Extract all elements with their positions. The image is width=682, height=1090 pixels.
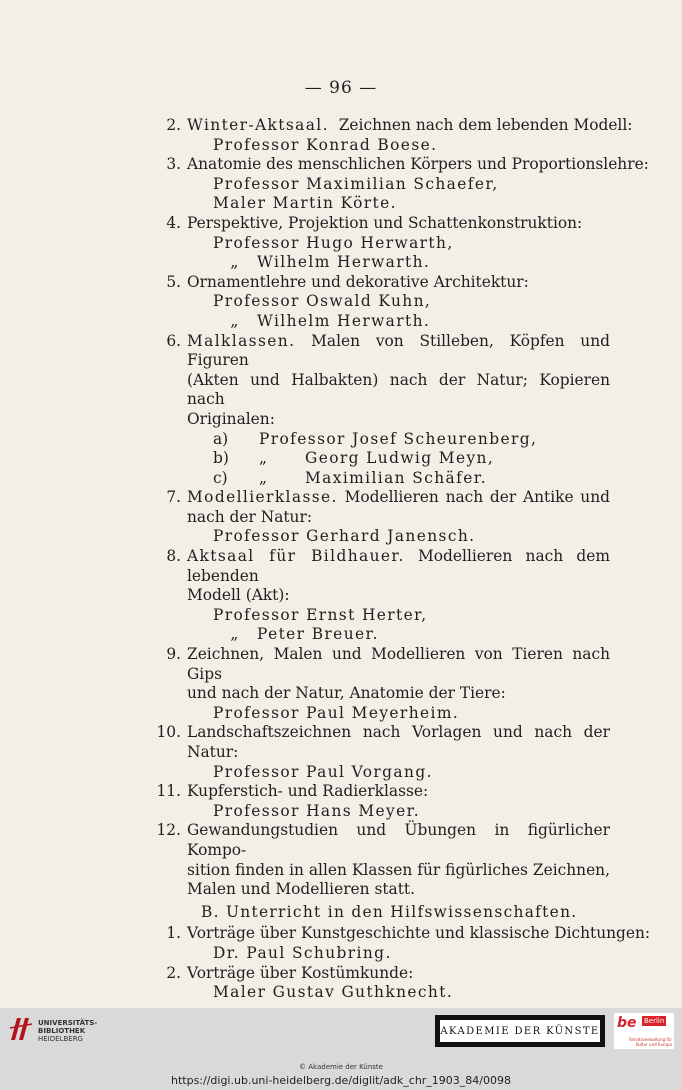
item-number: 5. (166, 272, 181, 291)
ditto-mark: „ (230, 625, 240, 644)
item-text: Malen von Stilleben, Köpfen und Figuren (187, 331, 610, 370)
list-item (156, 821, 610, 899)
ditto-mark: „ (259, 468, 267, 487)
list-item (166, 213, 610, 273)
page-number: — 96 — (304, 78, 378, 98)
staff-name: Professor Konrad Boese. (213, 135, 438, 154)
sub-label: b) (213, 449, 229, 468)
item-text: Malen und Modellieren statt. (187, 880, 415, 899)
list-item (156, 723, 610, 782)
berlin-be-mark: be (617, 1015, 637, 1031)
item-number: 3. (166, 155, 181, 174)
list-item (166, 155, 649, 214)
class-title: Winter-Aktsaal. (187, 116, 329, 134)
staff-name: Maler Gustav Guthknecht. (213, 983, 454, 1002)
staff-name: Professor Josef Scheurenberg, (259, 429, 538, 448)
item-number: 1. (166, 924, 181, 943)
item-number: 2. (166, 963, 181, 982)
list-item (166, 116, 633, 155)
source-url-link[interactable]: https://digi.ub.uni-heidelberg.de/diglit/adk_chr_1903_84/0098 (170, 1074, 512, 1087)
item-text: Gewandungstudien und Übungen in figürlicher Kompo- (187, 821, 610, 859)
staff-name: Professor Oswald Kuhn, (213, 292, 432, 311)
class-title: Malklassen. (187, 331, 296, 350)
item-number: 9. (166, 645, 181, 664)
item-number: 2. (166, 116, 181, 134)
item-text: Vorträge über Kunstgeschichte und klassische Dichtungen: (187, 924, 651, 943)
item-text: (Akten und Halbakten) nach der Natur; Kopieren nach (187, 370, 610, 409)
item-text: Modell (Akt): (187, 586, 290, 605)
berlin-logo[interactable] (614, 1013, 674, 1049)
sub-label: c) (213, 468, 228, 487)
staff-name: Wilhelm Herwarth. (257, 311, 431, 330)
staff-name: Georg Ludwig Meyn, (305, 449, 495, 468)
list-item (166, 924, 651, 963)
item-text: Originalen: (187, 409, 275, 428)
item-text: Anatomie des menschlichen Körpers und Proportionslehre: (187, 155, 649, 174)
item-text: Vorträge über Kostümkunde: (187, 963, 414, 982)
ditto-mark: „ (230, 253, 240, 272)
list-item (156, 782, 610, 821)
item-text: sition finden in allen Klassen für figürliches Zeichnen, (187, 860, 610, 879)
staff-name: Professor Hans Meyer. (213, 801, 421, 820)
ditto-mark: „ (230, 311, 240, 330)
staff-name: Professor Hugo Herwarth, (213, 233, 454, 252)
item-text: Landschaftszeichnen nach Vorlagen und nach der Natur: (187, 723, 610, 761)
list-item (166, 963, 610, 1003)
list-item (166, 331, 610, 489)
item-text: Modellieren nach der Antike und (344, 488, 610, 507)
berlin-tag: Berlin (644, 1017, 665, 1025)
staff-name: Professor Paul Meyerheim. (213, 703, 460, 722)
list-item (166, 547, 610, 645)
staff-name: Professor Gerhard Janensch. (213, 527, 476, 546)
item-number: 12. (156, 821, 181, 840)
item-text: Modellieren nach dem lebenden (187, 547, 610, 585)
sub-label: a) (213, 429, 229, 448)
staff-name: Wilhelm Herwarth. (257, 253, 431, 272)
copyright-notice: © Akademie der Künste (299, 1063, 383, 1071)
item-text: und nach der Natur, Anatomie der Tiere: (187, 684, 506, 703)
item-text: nach der Natur: (187, 507, 313, 526)
item-number: 4. (166, 213, 181, 232)
item-text: Zeichnen, Malen und Modellieren von Tieren nach Gips (187, 645, 610, 683)
item-number: 8. (166, 547, 181, 566)
item-number: 7. (166, 488, 181, 507)
akademie-logo-text: AKADEMIE DER KÜNSTE (439, 1019, 601, 1043)
staff-name: Professor Paul Vorgang. (213, 762, 433, 781)
item-text: Zeichnen nach dem lebenden Modell: (338, 116, 633, 134)
staff-name: Maximilian Schäfer. (305, 468, 488, 487)
item-text: Ornamentlehre und dekorative Architektur: (187, 272, 529, 291)
ditto-mark: „ (259, 449, 267, 468)
class-title: Modellierklasse. (187, 488, 338, 507)
berlin-subtitle: Senatsverwaltung für Kultur und Europa (629, 1037, 672, 1047)
staff-name: Professor Maximilian Schaefer, (213, 174, 499, 193)
item-number: 6. (166, 331, 181, 350)
item-text: Kupferstich- und Radierklasse: (187, 782, 429, 801)
page-content (0, 116, 682, 1003)
staff-name: Maler Martin Körte. (213, 194, 397, 213)
staff-name: Professor Ernst Herter, (213, 605, 428, 624)
item-text: Perspektive, Projektion und Schattenkonstruktion: (187, 213, 583, 232)
akademie-der-kuenste-logo[interactable] (435, 1015, 605, 1047)
university-library-logo-icon[interactable] (8, 1014, 34, 1044)
staff-name: Dr. Paul Schubring. (213, 943, 392, 962)
list-item (166, 488, 610, 547)
list-item (166, 272, 610, 332)
class-title: Aktsaal für Bildhauer. (187, 547, 405, 566)
list-item (166, 645, 610, 723)
item-number: 10. (156, 723, 181, 742)
staff-name: Peter Breuer. (257, 625, 379, 644)
university-library-name[interactable]: UNIVERSITÄTS- BIBLIOTHEK HEIDELBERG (38, 1019, 98, 1043)
section-heading: B. Unterricht in den Hilfswissenschaften. (201, 902, 578, 921)
item-number: 11. (156, 782, 181, 801)
